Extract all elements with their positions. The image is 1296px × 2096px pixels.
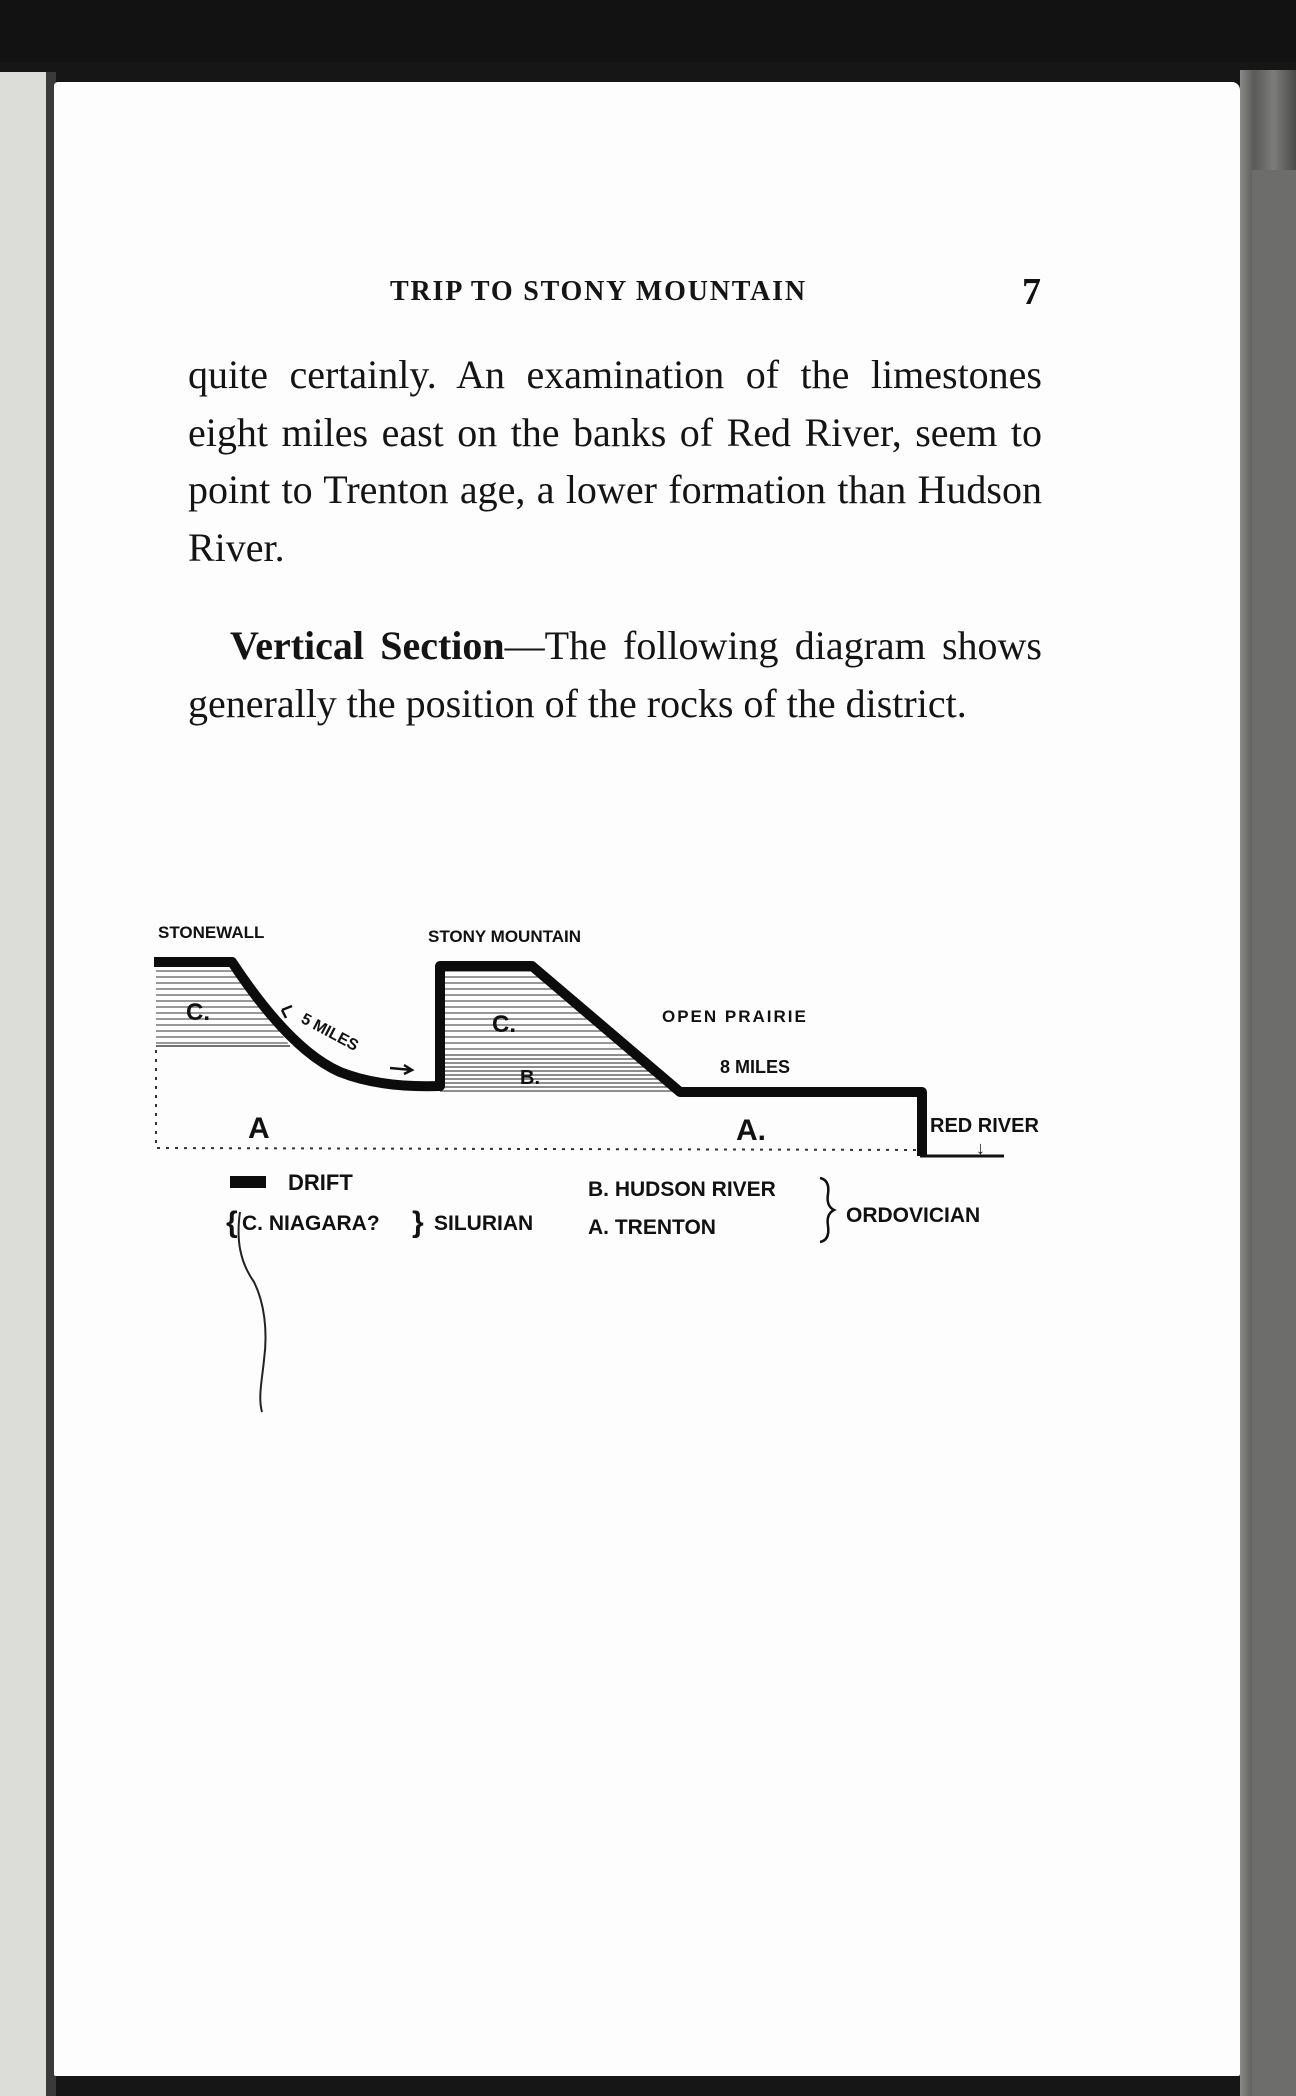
- vertical-section-diagram: [140, 910, 1070, 1430]
- legend-silurian-brace: }: [412, 1206, 424, 1239]
- stratum-label-a-left: A: [248, 1112, 270, 1145]
- page-number: 7: [1022, 271, 1041, 313]
- red-river-arrow: ↓: [976, 1138, 985, 1158]
- book-cover-edge: [1252, 170, 1296, 2096]
- stratum-label-a-right: A.: [736, 1114, 766, 1147]
- stratum-c-left: [156, 962, 290, 1046]
- legend-hudson-river: B. HUDSON RIVER: [588, 1178, 776, 1201]
- paragraph-2-body: —The following diagram shows generally the position of the rocks of the district.: [188, 623, 1042, 726]
- scan-top-border: [0, 0, 1296, 62]
- legend-brace-left: {: [226, 1206, 238, 1239]
- label-open-prairie: OPEN PRAIRIE: [662, 1007, 808, 1026]
- legend-niagara: C. NIAGARA?: [242, 1212, 380, 1235]
- legend-ordovician: ORDOVICIAN: [846, 1204, 981, 1227]
- running-head: TRIP TO STONY MOUNTAIN: [390, 276, 807, 307]
- legend-ordovician-brace: [820, 1178, 834, 1242]
- legend-silurian: SILURIAN: [434, 1212, 534, 1235]
- label-five-miles: 5 MILES: [298, 1010, 362, 1055]
- pencil-mark: [239, 1212, 266, 1412]
- label-red-river: RED RIVER: [930, 1115, 1039, 1137]
- stratum-label-c-right: C.: [492, 1011, 516, 1038]
- five-miles-arrow-right: [390, 1065, 412, 1074]
- label-stony-mountain: STONY MOUNTAIN: [428, 927, 582, 946]
- five-miles-arrow-up: [282, 1006, 292, 1018]
- stratum-label-b: B.: [520, 1067, 540, 1089]
- label-eight-miles: 8 MILES: [720, 1057, 791, 1077]
- paragraph-1: quite certainly. An examination of the limestones eight miles east on the banks of Red River, seem to point to Trenton age, a lower formation than Hudson River.: [188, 352, 1042, 570]
- paragraph-2: [188, 617, 1042, 732]
- legend-trenton: A. TRENTON: [588, 1216, 716, 1239]
- stratum-label-c-left: C.: [186, 999, 210, 1026]
- facing-page-edge: [0, 72, 52, 2096]
- stratum-c-right: [440, 968, 630, 1054]
- label-stonewall: STONEWALL: [158, 923, 265, 942]
- legend-drift: DRIFT: [288, 1170, 353, 1195]
- legend-drift-swatch: [230, 1176, 266, 1188]
- section-heading: Vertical Section: [230, 623, 505, 668]
